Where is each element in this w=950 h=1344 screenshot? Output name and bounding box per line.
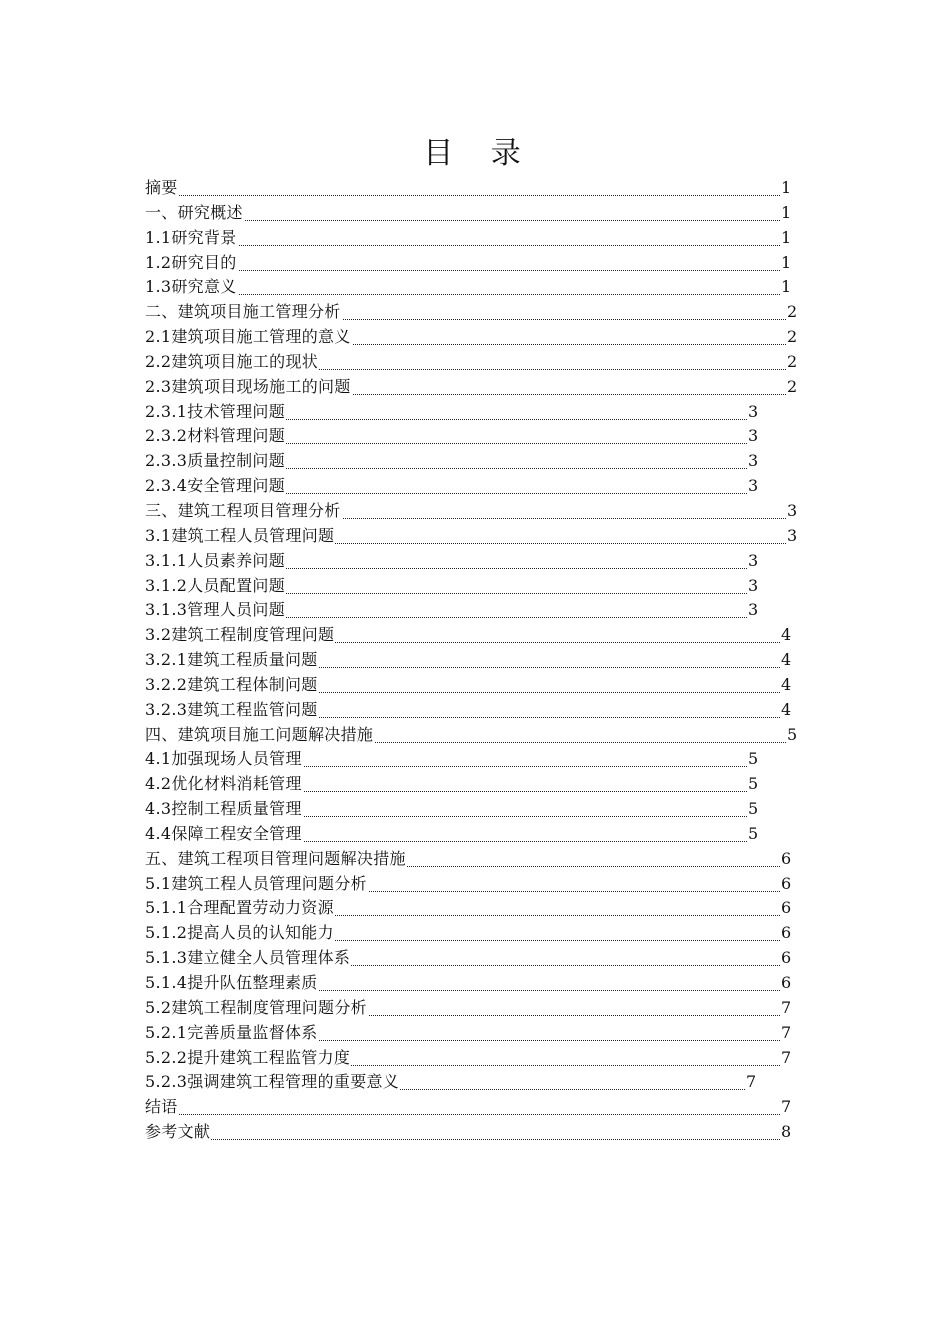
toc-entry[interactable] xyxy=(145,723,797,748)
toc-entry[interactable] xyxy=(145,847,797,872)
toc-entry-page: 3 xyxy=(748,474,760,498)
toc-entry[interactable] xyxy=(145,549,797,574)
toc-entry[interactable] xyxy=(145,499,797,524)
toc-entry-label: 1.3研究意义 xyxy=(145,275,238,299)
toc-entry-label: 5.1.3建立健全人员管理体系 xyxy=(145,946,351,970)
toc-entry-page: 2 xyxy=(787,375,799,399)
toc-entry-page: 1 xyxy=(781,226,793,250)
toc-entry[interactable] xyxy=(145,524,797,549)
toc-entry[interactable] xyxy=(145,275,797,300)
toc-entry[interactable] xyxy=(145,325,797,350)
toc-entry[interactable] xyxy=(145,822,797,847)
toc-entry-page: 7 xyxy=(781,1046,793,1070)
dot-leader xyxy=(145,195,780,196)
toc-entry[interactable] xyxy=(145,921,797,946)
toc-entry-page: 4 xyxy=(781,623,793,647)
toc-entry-page: 3 xyxy=(748,424,760,448)
dot-leader xyxy=(145,1139,780,1140)
toc-list xyxy=(145,176,797,1145)
toc-entry-label: 5.2.3强调建筑工程管理的重要意义 xyxy=(145,1070,400,1094)
toc-entry-page: 8 xyxy=(781,1120,793,1144)
toc-entry-page: 3 xyxy=(787,524,799,548)
toc-entry-label: 五、建筑工程项目管理问题解决措施 xyxy=(145,847,407,871)
toc-entry-page: 6 xyxy=(781,847,793,871)
toc-entry-label: 5.1.2提高人员的认知能力 xyxy=(145,921,335,945)
toc-entry[interactable] xyxy=(145,400,797,425)
toc-entry-label: 一、研究概述 xyxy=(145,201,244,225)
toc-entry-label: 2.2建筑项目施工的现状 xyxy=(145,350,319,374)
toc-entry-label: 摘要 xyxy=(145,176,179,200)
toc-entry[interactable] xyxy=(145,797,797,822)
toc-entry-label: 3.1.2人员配置问题 xyxy=(145,574,286,598)
toc-entry-label: 4.1加强现场人员管理 xyxy=(145,747,303,771)
toc-entry-label: 3.1建筑工程人员管理问题 xyxy=(145,524,335,548)
toc-entry-label: 4.2优化材料消耗管理 xyxy=(145,772,303,796)
toc-entry-label: 结语 xyxy=(145,1095,179,1119)
toc-entry-page: 2 xyxy=(787,350,799,374)
toc-entry-label: 参考文献 xyxy=(145,1120,211,1144)
toc-entry[interactable] xyxy=(145,251,797,276)
toc-entry-label: 4.3控制工程质量管理 xyxy=(145,797,303,821)
toc-entry-page: 6 xyxy=(781,896,793,920)
toc-entry[interactable] xyxy=(145,574,797,599)
toc-entry[interactable] xyxy=(145,1070,797,1095)
dot-leader xyxy=(145,245,780,246)
toc-entry-page: 2 xyxy=(787,300,799,324)
toc-entry-page: 6 xyxy=(781,946,793,970)
toc-entry-label: 三、建筑工程项目管理分析 xyxy=(145,499,342,523)
toc-entry[interactable] xyxy=(145,946,797,971)
toc-entry[interactable] xyxy=(145,996,797,1021)
toc-entry[interactable] xyxy=(145,474,797,499)
toc-entry-label: 3.2.2建筑工程体制问题 xyxy=(145,673,319,697)
toc-entry-label: 3.2建筑工程制度管理问题 xyxy=(145,623,335,647)
toc-entry-page: 6 xyxy=(781,971,793,995)
toc-entry-label: 5.1.4提升队伍整理素质 xyxy=(145,971,319,995)
toc-entry[interactable] xyxy=(145,449,797,474)
toc-entry[interactable] xyxy=(145,896,797,921)
toc-entry[interactable] xyxy=(145,300,797,325)
toc-entry[interactable] xyxy=(145,623,797,648)
toc-entry-page: 4 xyxy=(781,648,793,672)
toc-entry-page: 1 xyxy=(781,201,793,225)
toc-entry-label: 3.2.1建筑工程质量问题 xyxy=(145,648,319,672)
toc-entry-label: 2.3.1技术管理问题 xyxy=(145,400,286,424)
toc-entry[interactable] xyxy=(145,747,797,772)
toc-entry[interactable] xyxy=(145,598,797,623)
toc-entry-label: 5.1建筑工程人员管理问题分析 xyxy=(145,872,368,896)
toc-entry-label: 3.1.3管理人员问题 xyxy=(145,598,286,622)
dot-leader xyxy=(145,270,780,271)
toc-entry-page: 3 xyxy=(748,549,760,573)
toc-entry[interactable] xyxy=(145,648,797,673)
toc-entry-page: 4 xyxy=(781,673,793,697)
toc-entry[interactable] xyxy=(145,201,797,226)
toc-entry-page: 1 xyxy=(781,275,793,299)
toc-entry-page: 3 xyxy=(748,598,760,622)
toc-entry-label: 四、建筑项目施工问题解决措施 xyxy=(145,723,374,747)
toc-entry[interactable] xyxy=(145,872,797,897)
toc-entry[interactable] xyxy=(145,673,797,698)
dot-leader xyxy=(145,294,780,295)
toc-entry-label: 5.2建筑工程制度管理问题分析 xyxy=(145,996,368,1020)
toc-entry[interactable] xyxy=(145,772,797,797)
toc-entry[interactable] xyxy=(145,1046,797,1071)
toc-entry[interactable] xyxy=(145,350,797,375)
toc-entry-page: 5 xyxy=(748,747,760,771)
toc-entry-label: 2.1建筑项目施工管理的意义 xyxy=(145,325,352,349)
toc-entry-label: 1.1研究背景 xyxy=(145,226,238,250)
toc-entry-page: 5 xyxy=(748,772,760,796)
toc-entry[interactable] xyxy=(145,971,797,996)
toc-entry-label: 2.3.4安全管理问题 xyxy=(145,474,286,498)
toc-entry-page: 6 xyxy=(781,872,793,896)
toc-entry-label: 5.1.1合理配置劳动力资源 xyxy=(145,896,335,920)
toc-entry-page: 1 xyxy=(781,251,793,275)
toc-entry-page: 5 xyxy=(787,723,799,747)
toc-entry-page: 5 xyxy=(748,797,760,821)
toc-entry-page: 3 xyxy=(787,499,799,523)
toc-entry-label: 3.1.1人员素养问题 xyxy=(145,549,286,573)
toc-entry-page: 7 xyxy=(781,1021,793,1045)
toc-entry-page: 7 xyxy=(746,1070,758,1094)
toc-entry-label: 4.4保障工程安全管理 xyxy=(145,822,303,846)
toc-entry[interactable] xyxy=(145,1120,797,1145)
toc-entry-label: 3.2.3建筑工程监管问题 xyxy=(145,698,319,722)
toc-entry-label: 5.2.1完善质量监督体系 xyxy=(145,1021,319,1045)
toc-entry[interactable] xyxy=(145,176,797,201)
toc-entry[interactable] xyxy=(145,226,797,251)
toc-entry-page: 1 xyxy=(781,176,793,200)
toc-entry-page: 4 xyxy=(781,698,793,722)
toc-entry[interactable] xyxy=(145,698,797,723)
toc-entry-page: 3 xyxy=(748,400,760,424)
toc-entry-label: 2.3建筑项目现场施工的问题 xyxy=(145,375,352,399)
toc-entry[interactable] xyxy=(145,1095,797,1120)
toc-entry-label: 二、建筑项目施工管理分析 xyxy=(145,300,342,324)
toc-entry-page: 5 xyxy=(748,822,760,846)
toc-entry-label: 2.3.2材料管理问题 xyxy=(145,424,286,448)
toc-entry-page: 3 xyxy=(748,449,760,473)
toc-entry-page: 3 xyxy=(748,574,760,598)
toc-entry-label: 2.3.3质量控制问题 xyxy=(145,449,286,473)
toc-entry[interactable] xyxy=(145,424,797,449)
toc-entry[interactable] xyxy=(145,375,797,400)
dot-leader xyxy=(145,1114,780,1115)
toc-entry-page: 2 xyxy=(787,325,799,349)
page-title: 目 录 xyxy=(423,136,535,171)
toc-entry-page: 6 xyxy=(781,921,793,945)
toc-entry[interactable] xyxy=(145,1021,797,1046)
toc-entry-label: 5.2.2提升建筑工程监管力度 xyxy=(145,1046,351,1070)
toc-entry-page: 7 xyxy=(781,996,793,1020)
toc-entry-label: 1.2研究目的 xyxy=(145,251,238,275)
toc-entry-page: 7 xyxy=(781,1095,793,1119)
